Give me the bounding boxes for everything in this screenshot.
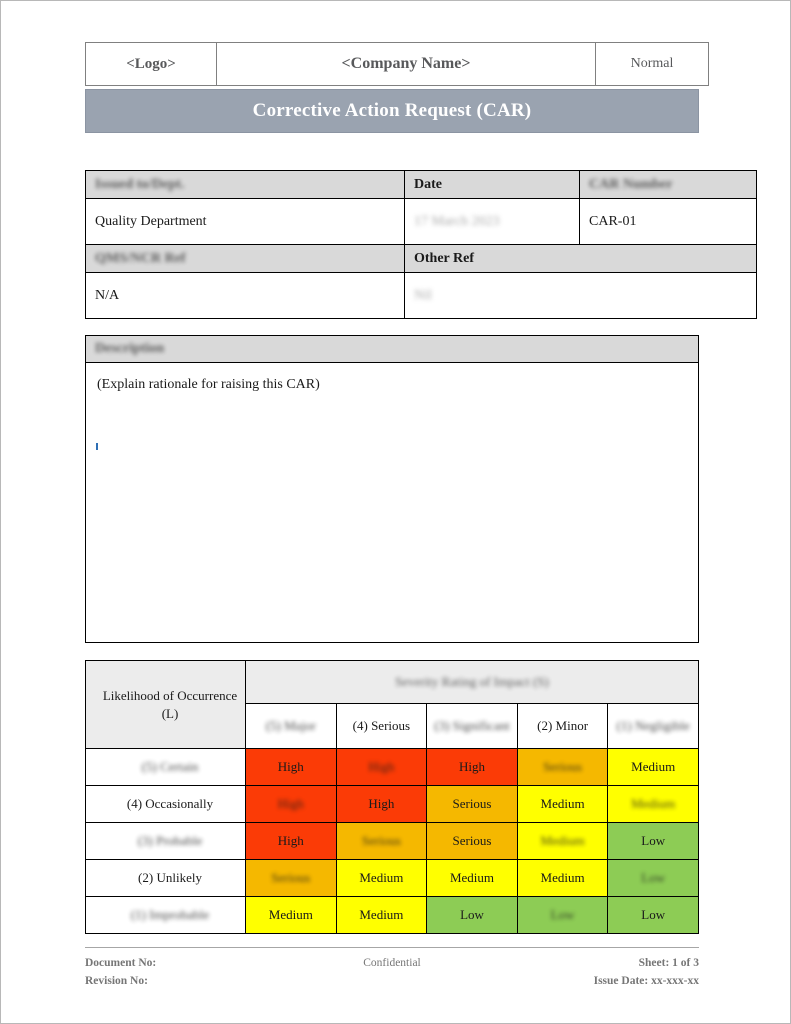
risk-cell: [427, 823, 518, 860]
severity-header: Severity Rating of Impact (S): [395, 674, 549, 689]
severity-column-3: (3) Significant: [434, 718, 510, 734]
likelihood-row-label: [86, 823, 246, 860]
car-number-label: CAR Number: [589, 176, 673, 192]
date-value[interactable]: 17 March 2023: [414, 213, 500, 229]
page-footer: [85, 947, 699, 991]
risk-cell-label: High: [368, 759, 395, 774]
risk-cell: [427, 860, 518, 897]
risk-cell-label: High: [277, 759, 304, 774]
risk-cell-label: Low: [460, 907, 484, 922]
risk-cell: [336, 860, 427, 897]
severity-column-5: (5) Major: [265, 718, 316, 734]
risk-cell-label: Medium: [449, 870, 495, 885]
risk-cell-label: Medium: [631, 759, 676, 774]
risk-cell-label: Medium: [268, 907, 313, 922]
risk-cell-label: Low: [641, 870, 666, 885]
logo-placeholder: <Logo>: [86, 43, 217, 86]
risk-cell: [517, 897, 608, 934]
qms-ref-value[interactable]: N/A: [86, 273, 405, 319]
document-title: Corrective Action Request (CAR): [85, 89, 699, 133]
likelihood-row-label-text: (2) Unlikely: [138, 870, 202, 885]
risk-cell: [427, 897, 518, 934]
matrix-row: [86, 860, 699, 897]
qms-ref-label: QMS/NCR Ref: [95, 250, 186, 266]
risk-cell-label: Medium: [631, 796, 676, 811]
risk-cell-label: Medium: [359, 870, 404, 885]
risk-cell: [517, 786, 608, 823]
risk-cell: [427, 786, 518, 823]
risk-cell-label: Low: [641, 907, 666, 922]
details-header-row-2: [86, 245, 757, 273]
company-name-placeholder: <Company Name>: [217, 43, 596, 86]
likelihood-row-label-text: (3) Probable: [137, 833, 203, 848]
risk-cell: [517, 823, 608, 860]
risk-matrix-table: [85, 660, 699, 934]
likelihood-row-label: [86, 897, 246, 934]
risk-cell-label: Serious: [361, 833, 401, 848]
issued-to-label: Issued to/Dept.: [95, 176, 185, 192]
risk-cell-label: Serious: [271, 870, 311, 885]
risk-cell: [246, 860, 337, 897]
severity-column-1: (1) Negligible: [616, 718, 690, 734]
risk-cell: [246, 786, 337, 823]
risk-cell: [608, 897, 699, 934]
likelihood-row-label: [86, 860, 246, 897]
matrix-severity-header-row: [86, 661, 699, 704]
risk-cell: [336, 897, 427, 934]
risk-cell-label: Low: [641, 833, 666, 848]
risk-cell: [517, 749, 608, 786]
other-ref-value[interactable]: Nil: [414, 287, 432, 303]
description-placeholder: (Explain rationale for raising this CAR): [97, 377, 320, 392]
risk-cell: [608, 823, 699, 860]
risk-cell: [336, 749, 427, 786]
risk-cell-label: High: [277, 833, 304, 848]
matrix-row: [86, 749, 699, 786]
risk-cell-label: Medium: [540, 870, 585, 885]
likelihood-row-label-text: (4) Occasionally: [126, 796, 214, 811]
risk-cell: [608, 786, 699, 823]
likelihood-row-label-text: (5) Certain: [141, 759, 199, 774]
details-header-row-1: [86, 171, 757, 199]
risk-cell: [336, 823, 427, 860]
issue-date: Issue Date: xx-xxx-xx: [593, 974, 699, 987]
severity-column-4: (4) Serious: [352, 718, 411, 734]
risk-cell-label: Medium: [540, 796, 585, 811]
risk-cell-label: High: [277, 796, 304, 811]
description-heading: [85, 335, 699, 363]
confidential-label: Confidential: [363, 957, 421, 969]
other-ref-label: Other Ref: [405, 245, 757, 273]
text-caret: [96, 443, 98, 450]
footer-row-1: [85, 955, 699, 973]
severity-column-2: (2) Minor: [537, 718, 589, 734]
likelihood-header: Likelihood of Occurrence (L): [86, 661, 246, 749]
document-header-table: [85, 42, 709, 86]
risk-cell: [246, 749, 337, 786]
matrix-row: [86, 823, 699, 860]
date-label: Date: [405, 171, 580, 199]
header-row: [86, 43, 709, 86]
risk-cell-label: Serious: [452, 796, 492, 811]
description-body[interactable]: [85, 363, 699, 643]
risk-cell: [246, 823, 337, 860]
likelihood-row-label: [86, 749, 246, 786]
risk-cell-label: Low: [550, 907, 575, 922]
issued-to-value[interactable]: Quality Department: [86, 199, 405, 245]
risk-cell: [336, 786, 427, 823]
matrix-body: [86, 749, 699, 934]
matrix-row: [86, 897, 699, 934]
details-value-row-1: [86, 199, 757, 245]
risk-cell-label: Medium: [540, 833, 585, 848]
risk-cell-label: High: [368, 796, 395, 811]
footer-spacer: [288, 973, 497, 991]
sheet-number: Sheet: 1 of 3: [638, 957, 699, 969]
document-no-label: Document No:: [85, 957, 157, 969]
risk-cell-label: Serious: [452, 833, 492, 848]
risk-cell-label: High: [458, 759, 485, 774]
car-details-table: [85, 170, 757, 319]
details-value-row-2: [86, 273, 757, 319]
risk-cell: [608, 749, 699, 786]
description-heading-label: Description: [95, 341, 165, 356]
risk-cell-label: Medium: [359, 907, 404, 922]
risk-cell-label: Serious: [543, 759, 583, 774]
likelihood-row-label-text: (1) Improbable: [130, 907, 210, 922]
footer-row-2: [85, 973, 699, 991]
risk-cell: [608, 860, 699, 897]
likelihood-row-label: [86, 786, 246, 823]
risk-cell: [246, 897, 337, 934]
car-number-value[interactable]: CAR-01: [580, 199, 757, 245]
document-status: Normal: [596, 43, 709, 86]
risk-cell: [517, 860, 608, 897]
matrix-row: [86, 786, 699, 823]
risk-cell: [427, 749, 518, 786]
revision-no-label: Revision No:: [85, 974, 148, 987]
